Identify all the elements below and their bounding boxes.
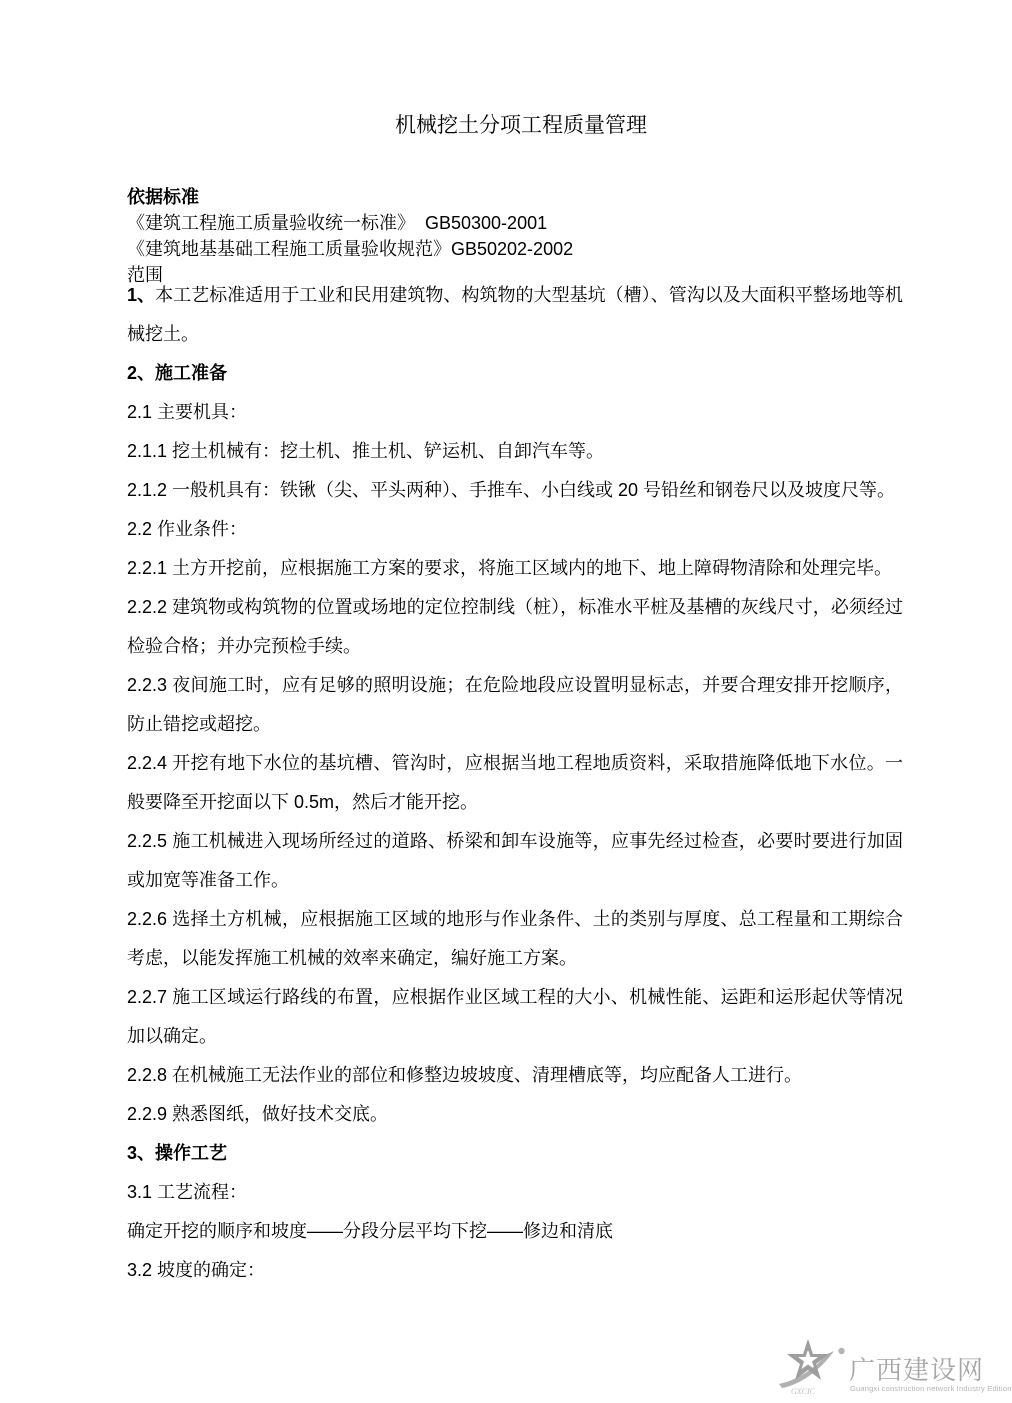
paragraph-scope (127, 276, 903, 354)
standard-reference-2: 《建筑地基基础工程施工质量验收规范》GB50202-2002 (127, 239, 574, 259)
paragraph-text: 本工艺标准适用于工业和民用建筑物、构筑物的大型基坑（槽）、管沟以及大面积平整场地等机械挖土。 (127, 285, 903, 344)
section-heading-operation: 3、操作工艺 (127, 1143, 228, 1163)
paragraph-2-1-1: 2.1.1 挖土机械有：挖土机、推土机、铲运机、自卸汽车等。 (127, 441, 605, 461)
paragraph-number: 1、 (127, 285, 156, 305)
document-body (127, 276, 903, 1290)
watermark-brand-cn: 广西建设网 (849, 1356, 985, 1385)
paragraph-2-2-1: 2.2.1 土方开挖前，应根据施工方案的要求，将施工区域内的地下、地上障碍物清除和处理完毕。 (127, 558, 893, 578)
paragraph-2-1-2: 2.1.2 一般机具有：铁锹（尖、平头两种）、手推车、小白线或 20 号铅丝和钢卷尺以及坡度尺等。 (127, 480, 896, 500)
watermark-brand-en: Guangxi construction network Industry Edition (850, 1384, 1012, 1393)
paragraph-2-2-6: 2.2.6 选择土方机械，应根据施工区域的地形与作业条件、土的类别与厚度、总工程量和工期综合考虑，以能发挥施工机械的效率来确定，编好施工方案。 (127, 909, 903, 968)
document-title: 机械挖土分项工程质量管理 (395, 114, 647, 137)
standards-block (127, 184, 903, 288)
paragraph-2-2-2: 2.2.2 建筑物或构筑物的位置或场地的定位控制线（桩），标准水平桩及基槽的灰线尺寸，必须经过检验合格；并办完预检手续。 (127, 597, 903, 656)
paragraph-2-2-7: 2.2.7 施工区域运行路线的布置，应根据作业区域工程的大小、机械性能、运距和运形起伏等情况加以确定。 (127, 987, 903, 1046)
paragraph-2-2-5: 2.2.5 施工机械进入现场所经过的道路、桥梁和卸车设施等，应事先经过检查，必要时要进行加固或加宽等准备工作。 (127, 831, 903, 890)
scope-label: 范围 (127, 265, 163, 285)
paragraph-2-2-3: 2.2.3 夜间施工时，应有足够的照明设施；在危险地段应设置明显标志，并要合理安排开挖顺序，防止错挖或超挖。 (127, 675, 903, 734)
paragraph-2-2-9: 2.2.9 熟悉图纸，做好技术交底。 (127, 1104, 389, 1124)
paragraph-3-1: 3.1 工艺流程： (127, 1182, 248, 1202)
paragraph-2-2-4: 2.2.4 开挖有地下水位的基坑槽、管沟时，应根据当地工程地质资料，采取措施降低地下水位。一般要降至开挖面以下 0.5m，然后才能开挖。 (127, 753, 903, 812)
paragraph-process-flow: 确定开挖的顺序和坡度——分段分层平均下挖——修边和清底 (127, 1221, 613, 1241)
paragraph-2-1: 2.1 主要机具： (127, 402, 248, 422)
paragraph-3-2: 3.2 坡度的确定： (127, 1260, 266, 1280)
standard-reference-1: 《建筑工程施工质量验收统一标准》 GB50300-2001 (127, 213, 548, 233)
paragraph-2-2-8: 2.2.8 在机械施工无法作业的部位和修整边坡坡度、清理槽底等，均应配备人工进行。 (127, 1065, 803, 1085)
star-logo-icon (777, 1338, 849, 1398)
logo-abbr-text: GXCIC (791, 1387, 815, 1396)
section-heading-standards: 依据标准 (127, 187, 199, 207)
section-heading-preparation: 2、施工准备 (127, 363, 228, 383)
paragraph-2-2: 2.2 作业条件： (127, 519, 248, 539)
document-content (127, 0, 903, 1290)
